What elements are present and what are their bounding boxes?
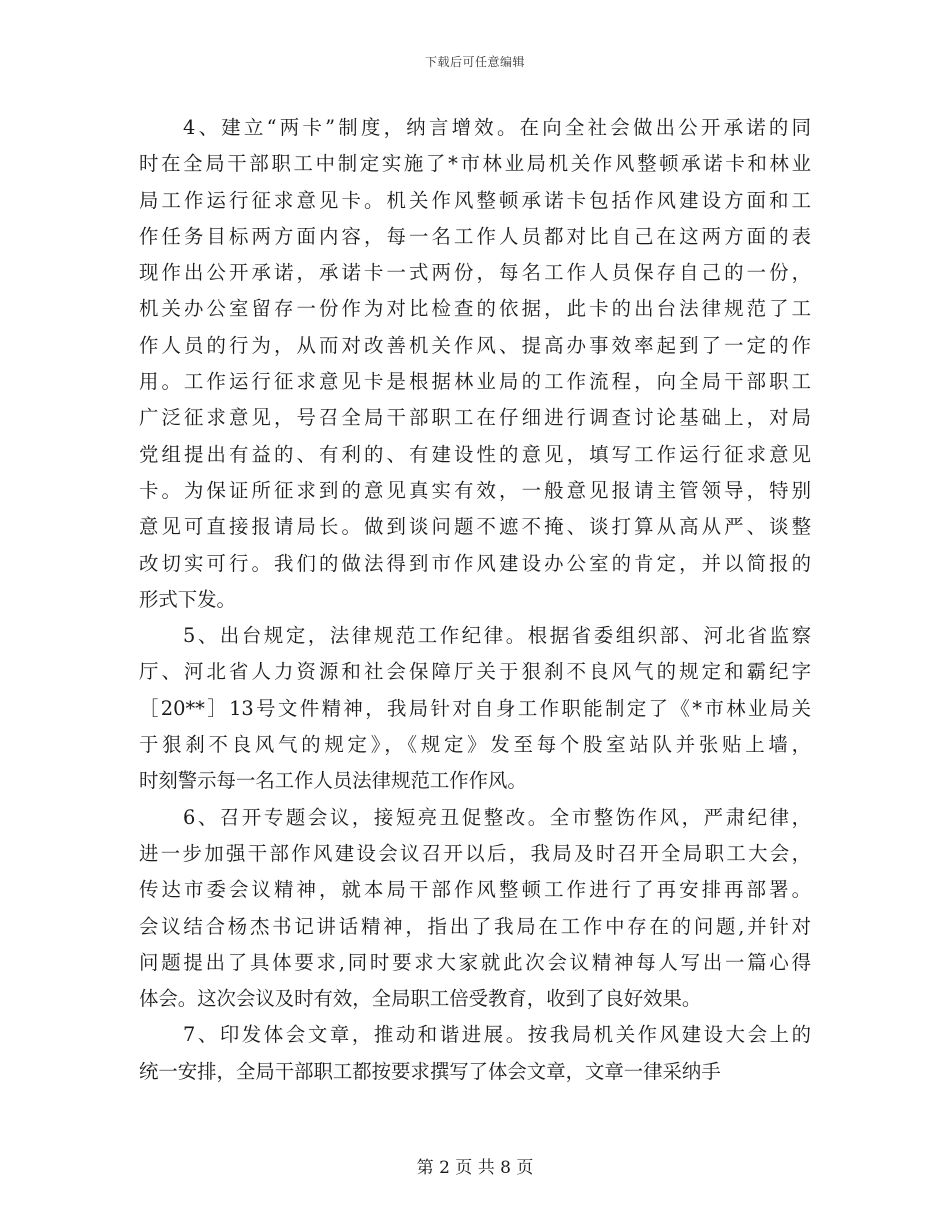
- paragraph-first-line: 6、召开专题会议，接短亮丑促整改。全市整饬作风，严肃纪律，: [183, 805, 811, 829]
- page-header: 下载后可任意编辑: [424, 55, 525, 69]
- document-body: [139, 110, 811, 1090]
- paragraph-line: 机关办公室留存一份作为对比检查的依据，此卡的出台法律规范了工: [139, 297, 811, 321]
- paragraph-line: 作任务目标两方面内容，每一名工作人员都对比自己在这两方面的表: [139, 224, 811, 248]
- page-footer: 第 2 页 共 8 页: [416, 1158, 534, 1178]
- paragraph-line: ［20**］13号文件精神，我局针对自身工作职能制定了《*市林业局关: [139, 696, 811, 720]
- paragraph-first-line: 4、建立“两卡”制度，纳言增效。在向全社会做出公开承诺的同: [183, 116, 811, 139]
- paragraph-line: 意见可直接报请局长。做到谈问题不遮不掩、谈打算从高从严、谈整: [139, 515, 811, 539]
- paragraph-line: 会议结合杨杰书记讲话精神，指出了我局在工作中存在的问题,并针对: [139, 914, 811, 938]
- paragraph-line: 形式下发。: [139, 587, 236, 611]
- paragraph-line: 用。工作运行征求意见卡是根据林业局的工作流程，向全局干部职工: [139, 370, 811, 394]
- paragraph-line: 广泛征求意见，号召全局干部职工在仔细进行调查讨论基础上，对局: [139, 406, 811, 430]
- paragraph-line: 党组提出有益的、有利的、有建设性的意见，填写工作运行征求意见: [139, 442, 811, 466]
- paragraph-first-line: 7、印发体会文章，推动和谐进展。按我局机关作风建设大会上的: [183, 1023, 811, 1047]
- paragraph-first-line: 5、出台规定，法律规范工作纪律。根据省委组织部、河北省监察: [183, 624, 811, 648]
- paragraph-line: 进一步加强干部作风建设会议召开以后，我局及时召开全局职工大会，: [139, 841, 811, 865]
- paragraph-line: 传达市委会议精神，就本局干部作风整顿工作进行了再安排再部署。: [139, 878, 811, 902]
- paragraph-line: 时刻警示每一名工作人员法律规范工作作风。: [139, 769, 527, 793]
- paragraph-line: 于狠刹不良风气的规定》，《规定》发至每个股室站队并张贴上墙，: [139, 733, 811, 757]
- paragraph-line: 现作出公开承诺，承诺卡一式两份，每名工作人员保存自己的一份，: [139, 261, 811, 285]
- paragraph-line: 体会。这次会议及时有效，全局职工倍受教育，收到了良好效果。: [139, 987, 702, 1011]
- paragraph-line: 统一安排，全局干部职工都按要求撰写了体会文章，文章一律采纳手: [139, 1059, 721, 1083]
- paragraph-line: 时在全局干部职工中制定实施了*市林业局机关作风整顿承诺卡和林业: [139, 152, 811, 176]
- paragraph-line: 问题提出了具体要求,同时要求大家就此次会议精神每人写出一篇心得: [139, 950, 811, 974]
- paragraph-line: 改切实可行。我们的做法得到市作风建设办公室的肯定，并以简报的: [139, 551, 811, 575]
- paragraph-line: 局工作运行征求意见卡。机关作风整顿承诺卡包括作风建设方面和工: [139, 188, 811, 212]
- paragraph-line: 作人员的行为，从而对改善机关作风、提高办事效率起到了一定的作: [139, 333, 811, 357]
- paragraph-line: 厅、河北省人力资源和社会保障厅关于狠刹不良风气的规定和霸纪字: [139, 660, 811, 684]
- paragraph-line: 卡。为保证所征求到的意见真实有效，一般意见报请主管领导，特别: [139, 478, 811, 502]
